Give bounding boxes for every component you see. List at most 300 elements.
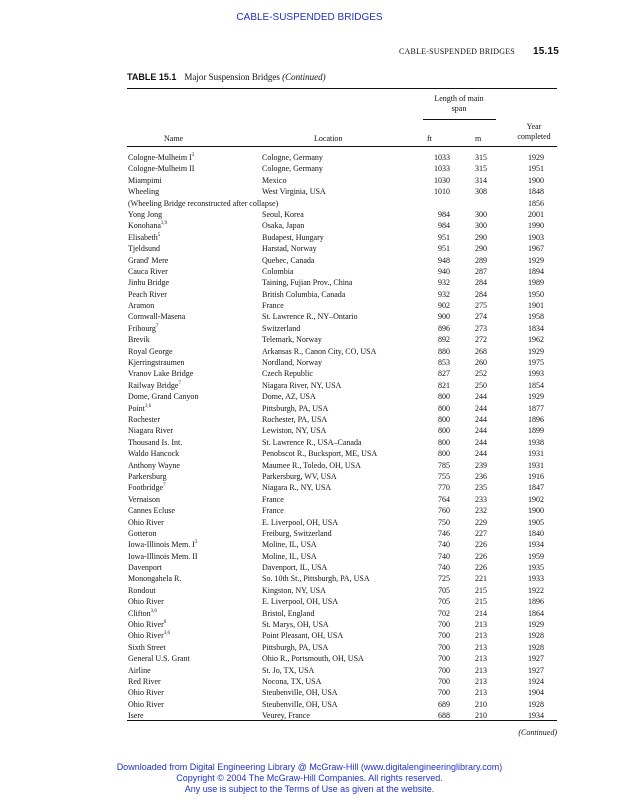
cell-year: 1934: [528, 540, 544, 550]
cell-span-ft: 689: [438, 699, 450, 709]
cell-location: Budapest, Hungary: [262, 232, 324, 242]
bridge-name: Monongahela R.: [128, 574, 182, 584]
cell-span-m: 287: [475, 266, 487, 276]
bridge-name: Parkersburg: [128, 471, 167, 481]
footer-line-1: Downloaded from Digital Engineering Library @ McGraw-Hill (www.digitalengineeringlibrary.com): [116, 762, 503, 772]
bridge-name: Rochester: [128, 414, 160, 424]
cell-span-ft: 700: [438, 631, 450, 641]
cell-span-ft: 705: [438, 585, 450, 595]
cell-span-ft: 700: [438, 620, 450, 630]
cell-name: [128, 460, 180, 471]
cell-location: St. Marys, OH, USA: [262, 620, 329, 630]
cell-name: [128, 311, 185, 322]
cell-location: Niagara River, NY, USA: [262, 380, 342, 390]
cell-year: 1929: [528, 620, 544, 630]
cell-year: 1962: [528, 335, 544, 345]
cell-span-m: 244: [475, 392, 487, 402]
bridge-name: Jinhu Bridge: [128, 278, 170, 288]
cell-location: Pittsburgh, PA, USA: [262, 642, 329, 652]
cell-name: [128, 539, 197, 550]
cell-span-ft: 700: [438, 676, 450, 686]
table-row: [0, 585, 619, 596]
footnote-marker: 3: [194, 540, 198, 546]
header-location: Location: [314, 134, 343, 143]
cell-year: 1877: [528, 403, 544, 413]
cell-name: [128, 562, 162, 573]
cell-span-ft: 1033: [434, 153, 450, 162]
table-row: [0, 653, 619, 664]
bridge-name: Wheeling: [128, 187, 160, 197]
cell-location: Mexico: [262, 175, 287, 185]
cell-span-ft: 700: [438, 665, 450, 675]
bridge-name: Tjeldsund: [128, 244, 160, 254]
cell-span-m: 213: [475, 676, 487, 686]
table-row: [0, 528, 619, 539]
cell-span-ft: 800: [438, 449, 450, 459]
cell-name: [128, 403, 151, 414]
cell-year: 1929: [528, 255, 544, 265]
cell-span-ft: 827: [438, 369, 450, 379]
table-row: [0, 551, 619, 562]
cell-location: British Columbia, Canada: [262, 289, 346, 299]
cell-span-ft: 800: [438, 437, 450, 447]
cell-span-ft: 800: [438, 403, 450, 413]
cell-span-m: 250: [475, 380, 487, 390]
bridge-name: Kjerringstraumen: [128, 358, 185, 368]
footnote-marker: 7: [163, 483, 166, 489]
cell-span-ft: 770: [438, 483, 450, 493]
cell-span-m: 226: [475, 540, 487, 550]
table-row: [0, 266, 619, 277]
table-row: [0, 220, 619, 231]
bridge-name: Vernaison: [128, 494, 160, 504]
table-row: [0, 448, 619, 459]
running-head-title: CABLE-SUSPENDED BRIDGES: [399, 47, 515, 56]
cell-year: 1916: [528, 471, 544, 481]
cell-location: Moline, IL, USA: [262, 551, 317, 561]
cell-year: 1990: [528, 221, 544, 231]
table-row: [0, 368, 619, 379]
cell-location: Nocona, TX, USA: [262, 676, 322, 686]
cell-name: [128, 198, 278, 209]
table-row: [0, 460, 619, 471]
cell-span-ft: 755: [438, 471, 450, 481]
cell-span-m: 308: [475, 187, 487, 197]
bridge-name: Clifton: [128, 608, 151, 618]
cell-location: Rochester, PA, USA: [262, 414, 328, 424]
cell-span-ft: 932: [438, 289, 450, 299]
cell-span-ft: 1030: [434, 175, 450, 185]
bridge-name: Cologne-Mulheim II: [128, 164, 195, 174]
cell-span-m: 235: [475, 483, 487, 493]
cell-span-m: 244: [475, 449, 487, 459]
cell-year: 1924: [528, 676, 544, 686]
cell-year: 1993: [528, 369, 544, 379]
cell-name: [128, 585, 156, 596]
cell-span-ft: 821: [438, 380, 450, 390]
cell-location: So. 10th St., Pittsburgh, PA, USA: [262, 574, 370, 584]
cell-name: [128, 232, 160, 243]
footnote-marker: 3,6: [163, 631, 171, 637]
table-row: [0, 596, 619, 607]
cell-name: [128, 528, 156, 539]
cell-name: [128, 448, 179, 459]
table-row: [0, 232, 619, 243]
cell-year: 1856: [528, 198, 544, 208]
bridge-name: Point: [128, 403, 145, 413]
cell-location: Nordland, Norway: [262, 358, 322, 368]
bridge-name: Railway Bridge: [128, 380, 179, 390]
cell-span-ft: 800: [438, 414, 450, 424]
cell-span-m: 215: [475, 597, 487, 607]
bridge-name: Vranov Lake Bridge: [128, 369, 194, 379]
cell-span-ft: 688: [438, 711, 450, 721]
cell-location: Harstad, Norway: [262, 244, 317, 254]
cell-year: 1931: [528, 449, 544, 459]
bridge-name: Rondout: [128, 585, 156, 595]
cell-name: [128, 414, 160, 425]
cell-span-m: 227: [475, 528, 487, 538]
table-row: [0, 323, 619, 334]
cell-span-m: 213: [475, 654, 487, 664]
cell-span-ft: 702: [438, 608, 450, 618]
cell-year: 1902: [528, 494, 544, 504]
bridge-name: Cannes Ecluse: [128, 506, 175, 516]
table-row: [0, 346, 619, 357]
cell-name: [128, 505, 175, 516]
footer-line-3: Any use is subject to the Terms of Use as given at the website.: [184, 784, 435, 794]
cell-span-m: 244: [475, 426, 487, 436]
bridge-name: Brevik: [128, 335, 150, 345]
table-label: TABLE 15.1: [127, 72, 177, 82]
cell-span-m: 272: [475, 335, 487, 345]
cell-year: 1928: [528, 699, 544, 709]
footnote-marker: 5: [157, 232, 161, 238]
cell-span-ft: 700: [438, 688, 450, 698]
cell-location: Lewiston, NY, USA: [262, 426, 327, 436]
footer-line-2: Copyright © 2004 The McGraw-Hill Companies. All rights reserved.: [176, 773, 443, 783]
cell-location: Maumee R., Toledo, OH, USA: [262, 460, 361, 470]
cell-span-ft: 880: [438, 346, 450, 356]
cell-year: 1927: [528, 654, 544, 664]
cell-year: 1847: [528, 483, 544, 493]
table-caption: [127, 72, 326, 82]
table-continued-tag: (Continued): [282, 72, 326, 82]
bridge-name: Footbridge: [128, 483, 164, 493]
bridge-name: Fribourg: [128, 323, 156, 333]
bridge-name: Iowa-Illinois Mem. II: [128, 551, 198, 561]
cell-span-m: 273: [475, 323, 487, 333]
table-row: [0, 209, 619, 220]
bridge-name: Isere: [128, 711, 144, 721]
cell-name: [128, 243, 160, 254]
cell-span-ft: 750: [438, 517, 450, 527]
cell-name: [128, 494, 160, 505]
table-header-rule: [127, 146, 557, 147]
bridge-name: Airline: [128, 665, 151, 675]
bridge-name: Dome, Grand Canyon: [128, 392, 199, 402]
cell-location: France: [262, 301, 284, 311]
cell-location: Cologne, Germany: [262, 153, 323, 162]
cell-span-ft: 705: [438, 597, 450, 607]
table-row: [0, 391, 619, 402]
cell-name: [128, 619, 166, 630]
bridge-name: (Wheeling Bridge reconstructed after collapse): [128, 198, 279, 208]
cell-year: 1967: [528, 244, 544, 254]
continued-note: (Continued): [518, 728, 557, 737]
cell-name: [128, 687, 164, 698]
cell-location: West Virginia, USA: [262, 187, 326, 197]
cell-location: Niagara R., NY, USA: [262, 483, 332, 493]
footnote-marker: 3,9: [160, 221, 168, 227]
cell-year: 1901: [528, 301, 544, 311]
bridge-name: Ohio River: [128, 688, 164, 698]
cell-year: 1848: [528, 187, 544, 197]
cell-name: [128, 266, 168, 277]
cell-year: 1905: [528, 517, 544, 527]
table-title: Major Suspension Bridges: [184, 72, 280, 82]
cell-span-ft: 746: [438, 528, 450, 538]
table-row: [0, 403, 619, 414]
cell-name: [128, 346, 173, 357]
table-row: [0, 175, 619, 186]
cell-year: 1900: [528, 506, 544, 516]
cell-span-m: 226: [475, 551, 487, 561]
cell-location: Bristol, England: [262, 608, 315, 618]
bridge-name: General U.S. Grant: [128, 654, 190, 664]
bridge-name: Cologne-Mulheim I: [128, 153, 192, 162]
cell-year: 1975: [528, 358, 544, 368]
cell-location: Telemark, Norway: [262, 335, 322, 345]
table-row: [0, 163, 619, 174]
cell-location: Steubenville, OH, USA: [262, 688, 338, 698]
cell-span-m: 300: [475, 221, 487, 231]
cell-year: 1840: [528, 528, 544, 538]
cell-span-m: 244: [475, 414, 487, 424]
cell-year: 1938: [528, 437, 544, 447]
cell-location: E. Liverpool, OH, USA: [262, 597, 338, 607]
cell-span-m: 275: [475, 301, 487, 311]
cell-span-ft: 900: [438, 312, 450, 322]
cell-name: [128, 277, 169, 288]
cell-span-m: 226: [475, 563, 487, 573]
cell-location: Parkersburg, WV, USA: [262, 471, 337, 481]
cell-location: Davenport, IL, USA: [262, 563, 328, 573]
table-row: [0, 380, 619, 391]
header-length-of-main-span: Length of main span: [434, 94, 484, 113]
cell-year: 1900: [528, 175, 544, 185]
cell-name: [128, 289, 167, 300]
table-row: [0, 357, 619, 368]
cell-span-ft: 785: [438, 460, 450, 470]
table-row: [0, 334, 619, 345]
page-number: 15.15: [532, 46, 559, 57]
cell-year: 1935: [528, 563, 544, 573]
cell-span-m: 244: [475, 403, 487, 413]
cell-span-m: 213: [475, 631, 487, 641]
cell-span-ft: 932: [438, 278, 450, 288]
cell-name: [128, 699, 164, 710]
cell-year: 1899: [528, 426, 544, 436]
table-row: [0, 255, 619, 266]
cell-location: E. Liverpool, OH, USA: [262, 517, 338, 527]
cell-span-m: 289: [475, 255, 487, 265]
cell-location: Penobscot R., Bucksport, ME, USA: [262, 449, 378, 459]
cell-name: [128, 653, 190, 664]
table-row: [0, 573, 619, 584]
cell-name: [128, 630, 170, 641]
cell-span-ft: 740: [438, 540, 450, 550]
cell-span-ft: 948: [438, 255, 450, 265]
header-ft: ft: [427, 134, 432, 143]
table-row: [0, 505, 619, 516]
table-row: [0, 608, 619, 619]
cell-span-ft: 896: [438, 323, 450, 333]
cell-location: Pittsburgh, PA, USA: [262, 403, 329, 413]
cell-name: [128, 471, 167, 482]
table-row: [0, 437, 619, 448]
table-row: [0, 300, 619, 311]
bridge-name: Elisabeth: [128, 232, 158, 242]
cell-span-m: 239: [475, 460, 487, 470]
cell-name: [128, 391, 198, 402]
download-footer: [0, 762, 619, 795]
bridge-name: Thousand Is. Int.: [128, 437, 183, 447]
bridge-name: Konohana: [128, 221, 161, 231]
cell-year: 1928: [528, 631, 544, 641]
footnote-marker: 3: [191, 153, 195, 158]
cell-span-m: 213: [475, 642, 487, 652]
cell-year: 1894: [528, 266, 544, 276]
footnote-marker: 3,6: [150, 608, 157, 614]
table-row: [0, 619, 619, 630]
cell-span-m: 213: [475, 620, 487, 630]
cell-span-ft: 1033: [434, 164, 450, 174]
cell-name: [128, 517, 164, 528]
footnote-marker: 3,6: [144, 403, 152, 409]
cell-location: Colombia: [262, 266, 294, 276]
cell-name: [128, 676, 161, 687]
cell-span-m: 232: [475, 506, 487, 516]
cell-year: 1951: [528, 164, 544, 174]
cell-year: 1958: [528, 312, 544, 322]
table-row: [0, 289, 619, 300]
cell-span-ft: 940: [438, 266, 450, 276]
cell-span-m: 268: [475, 346, 487, 356]
cell-name: [128, 175, 162, 186]
bridge-name: Sixth Street: [128, 642, 166, 652]
cell-year: 1929: [528, 392, 544, 402]
cell-location: Cologne, Germany: [262, 164, 323, 174]
cell-span-ft: 800: [438, 392, 450, 402]
cell-span-m: 210: [475, 699, 487, 709]
cell-location: Freiburg, Switzerland: [262, 528, 332, 538]
table-row: [0, 494, 619, 505]
header-span-rule: [423, 119, 496, 120]
table-row: [0, 186, 619, 197]
cell-location: Ohio R., Portsmouth, OH, USA: [262, 654, 364, 664]
bridge-name: Gotteron: [128, 528, 157, 538]
cell-span-ft: 725: [438, 574, 450, 584]
cell-location: Osaka, Japan: [262, 221, 305, 231]
table-row: [0, 665, 619, 676]
cell-location: Moline, IL, USA: [262, 540, 317, 550]
cell-location: Veurey, France: [262, 711, 310, 721]
cell-name: [128, 425, 173, 436]
table-body: [0, 152, 619, 722]
bridge-name: Miampimi: [128, 175, 162, 185]
cell-location: Steubenville, OH, USA: [262, 699, 338, 709]
table-row: [0, 152, 619, 163]
cell-span-ft: 984: [438, 209, 450, 219]
cell-location: St. Jo, TX, USA: [262, 665, 315, 675]
cell-year: 1933: [528, 574, 544, 584]
cell-span-m: 233: [475, 494, 487, 504]
table-row: [0, 539, 619, 550]
bridge-name: Red River: [128, 676, 161, 686]
cell-span-m: 244: [475, 437, 487, 447]
cell-location: Dome, AZ, USA: [262, 392, 316, 402]
cell-name: [128, 596, 164, 607]
cell-span-m: 260: [475, 358, 487, 368]
cell-year: 1854: [528, 380, 544, 390]
cell-location: Switzerland: [262, 323, 301, 333]
cell-name: [128, 255, 168, 266]
cell-location: Taining, Fujian Prov., China: [262, 278, 353, 288]
cell-name: [128, 186, 159, 197]
cell-span-m: 314: [475, 175, 487, 185]
cell-span-m: 315: [475, 153, 487, 162]
cell-span-m: 214: [475, 608, 487, 618]
cell-year: 1959: [528, 551, 544, 561]
cell-name: [128, 368, 193, 379]
table-row: [0, 425, 619, 436]
cell-span-ft: 800: [438, 426, 450, 436]
cell-location: St. Lawrence R., USA–Canada: [262, 437, 362, 447]
cell-span-m: 210: [475, 711, 487, 721]
cell-span-ft: 902: [438, 301, 450, 311]
cell-span-ft: 760: [438, 506, 450, 516]
table-row: [0, 517, 619, 528]
cell-span-m: 284: [475, 278, 487, 288]
cell-name: [128, 357, 184, 368]
cell-name: [128, 300, 154, 311]
cell-location: France: [262, 506, 284, 516]
cell-span-ft: 892: [438, 335, 450, 345]
table-row: [0, 687, 619, 698]
table-row: [0, 414, 619, 425]
bridge-name: Niagara River: [128, 426, 174, 436]
cell-name: [128, 209, 162, 220]
cell-span-m: 300: [475, 209, 487, 219]
cell-year: 1989: [528, 278, 544, 288]
cell-name: [128, 220, 167, 231]
table-row: [0, 243, 619, 254]
cell-location: St. Lawrence R., NY–Ontario: [262, 312, 358, 322]
footnote-marker: 7: [178, 380, 181, 386]
table-row: [0, 471, 619, 482]
table-top-rule: [127, 88, 557, 89]
bridge-name: Aramon: [128, 301, 155, 311]
header-name: Name: [164, 134, 184, 143]
cell-location: France: [262, 494, 284, 504]
bridge-name: Waldo Hancock: [128, 449, 180, 459]
cell-name: [128, 323, 158, 334]
bridge-name: Davenport: [128, 563, 162, 573]
cell-name: [128, 608, 157, 619]
cell-span-m: 229: [475, 517, 487, 527]
bridge-name: Anthony Wayne: [128, 460, 180, 470]
